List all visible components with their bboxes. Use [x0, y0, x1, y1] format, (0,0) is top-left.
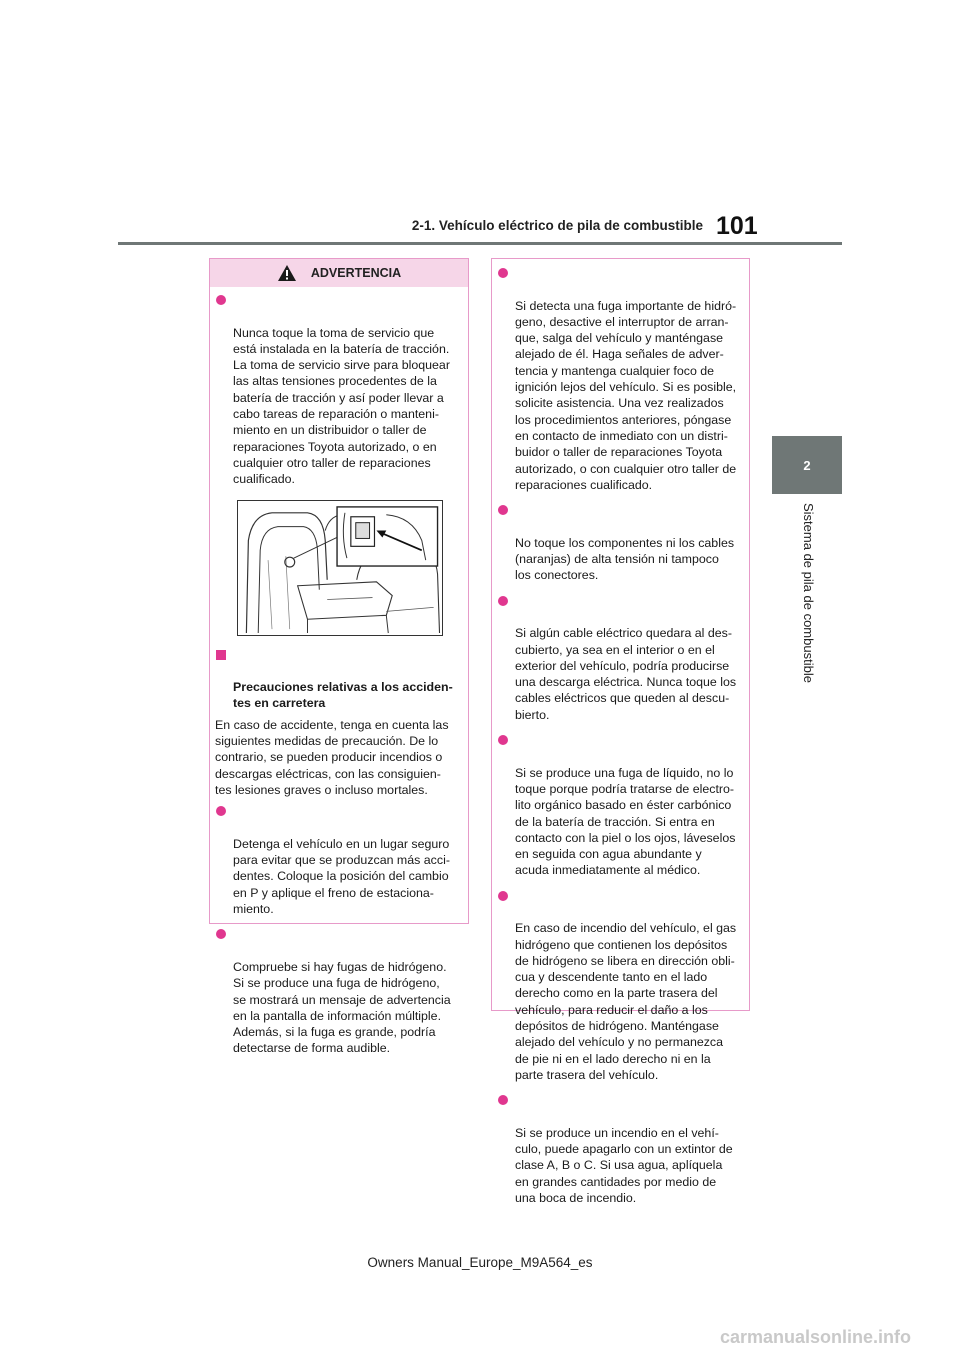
- chapter-side-title: Sistema de pila de combustible: [801, 503, 816, 683]
- page-footer: Owners Manual_Europe_M9A564_es: [367, 1255, 593, 1270]
- bullet-icon: [498, 505, 508, 515]
- bullet-icon: [216, 929, 226, 939]
- chapter-tab[interactable]: [772, 436, 842, 494]
- warning-item: En caso de incendio del vehículo, el gas hidrógeno que contienen los depósitos de hidrógeno se libera en dirección obli- cua y descendente tanto en el lado derecho como en la parte trasera del vehículo, para reducir el daño a los depósitos de hidrógeno. Manténgase alejado del vehículo y no permanezca de pie ni en el lado derecho ni en la parte trasera del vehículo.: [497, 888, 743, 1084]
- warning-item: Nunca toque la toma de servicio que está instalada en la batería de tracción. La toma de servicio sirve para bloquear las altas tensiones procedentes de la batería de tracción y así poder llevar a cabo tareas de reparación o manteni- miento en un distribuidor o taller de reparaciones Toyota autorizado, o en cualquier otro taller de reparaciones cualificado.: [215, 292, 462, 488]
- warning-title: ADVERTENCIA: [310, 266, 402, 280]
- warning-triangle-icon: [277, 264, 297, 282]
- watermark: carmanualsonline.info: [720, 1327, 912, 1347]
- chapter-number: 2: [803, 457, 811, 473]
- warning-item: Si se produce un incendio en el vehí- culo, puede apagarlo con un extintor de clase A, B o C. Si usa agua, aplíquela en grandes cantidades por medio de una boca de incendio.: [497, 1092, 743, 1206]
- page-number: 101: [716, 212, 758, 240]
- bullet-icon: [498, 735, 508, 745]
- service-plug-illustration: [237, 500, 443, 636]
- warning-header: [210, 259, 468, 287]
- bullet-icon: [216, 295, 226, 305]
- warning-box-left: [209, 258, 469, 1056]
- header-divider: [118, 242, 842, 245]
- bullet-icon: [216, 806, 226, 816]
- warning-box-right: [491, 258, 750, 1206]
- square-bullet-icon: [216, 650, 226, 660]
- bullet-icon: [498, 891, 508, 901]
- bullet-icon: [498, 596, 508, 606]
- warning-item: Si algún cable eléctrico quedara al des- cubierto, ya sea en el interior o en el exterior del vehículo, podría producirse una descarga eléctrica. Nunca toque los cables eléctricos que queden al descu- bierto.: [497, 593, 743, 723]
- warning-item: Compruebe si hay fugas de hidrógeno. Si se produce una fuga de hidrógeno, se mostrará un mensaje de advertencia en la pantalla de información múltiple. Además, si la fuga es grande, podría detectarse de forma audible.: [215, 926, 462, 1056]
- bullet-icon: [498, 268, 508, 278]
- warning-item: No toque los componentes ni los cables (naranjas) de alta tensión ni tampoco los conectores.: [497, 502, 743, 583]
- bullet-icon: [498, 1095, 508, 1105]
- warning-item: Si detecta una fuga importante de hidró- geno, desactive el interruptor de arran- que, salga del vehículo y manténgase alejado de él. Haga señales de adver- tencia y mantenga cualquier foco de ignición lejos del vehículo. Si es posible, solicite asistencia. Una vez realizados los procedimientos anteriores, póngase en contacto de inmediato con un distri- buidor o taller de reparaciones Toyota autorizado, o con cualquier otro taller de reparaciones cualificado.: [497, 265, 743, 493]
- section-title: 2-1. Vehículo eléctrico de pila de combustible: [411, 218, 703, 233]
- warning-item: Si se produce una fuga de líquido, no lo toque porque podría tratarse de electro- lito orgánico basado en éster carbónico de la batería de tracción. Si entra en contacto con la piel o los ojos, láveselos en seguida con agua abundante y acuda inmediatamente al médico.: [497, 732, 743, 879]
- section-intro: En caso de accidente, tenga en cuenta las siguientes medidas de precaución. De lo contrario, se pueden producir incendios o descargas eléctricas, con las consiguien- tes lesiones graves o incluso mortales.: [215, 717, 449, 797]
- section-heading: Precauciones relativas a los acciden- tes en carretera: [215, 647, 462, 712]
- warning-item: Detenga el vehículo en un lugar seguro para evitar que se produzcan más acci- dentes. Coloque la posición del cambio en P y aplique el freno de estaciona- miento.: [215, 803, 462, 917]
